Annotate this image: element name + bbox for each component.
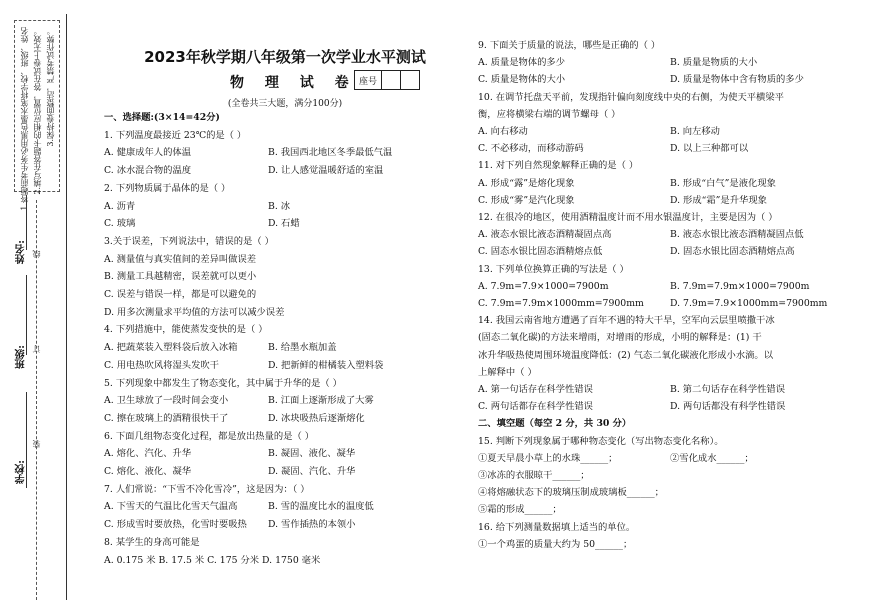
question-line: 6. 下面几组物态变化过程，都是放出热量的是（ ）	[104, 430, 315, 442]
seat-cell[interactable]	[382, 71, 401, 89]
question-line: C. 不必移动，而移动游码	[478, 143, 584, 155]
question-line: A. 0.175 米 B. 17.5 米 C. 175 分米 D. 1750 毫米	[104, 554, 321, 566]
option-line: ②雪化成水______；	[670, 452, 754, 464]
question-line: A. 向右移动	[478, 126, 528, 137]
question-line: C. 7.9m=7.9m×1000mm=7900mm	[478, 298, 644, 309]
option-line: D. 质量是物体中含有物质的多少	[670, 74, 804, 86]
option-line: D. 7.9m=7.9×1000mm=7900mm	[670, 298, 828, 309]
question-line: 10. 在调节托盘天平前，发现指针偏向刻度线中央的右侧，为使天平横梁平	[478, 91, 784, 103]
seal-mark-ding: 订	[32, 345, 41, 353]
option-line: B. 江面上逐渐形成了大雾	[268, 395, 374, 407]
exam-note: (全卷共三大题，满分100分)	[227, 99, 343, 109]
question-line: ⑤霜的形成______；	[478, 504, 562, 516]
question-line: ④将熔融状态下的玻璃压制成玻璃板______；	[478, 487, 664, 499]
question-line: C. 用电热吹风将湿头发吹干	[104, 359, 219, 371]
seat-cell[interactable]	[401, 71, 419, 89]
question-line: A. 7.9m=7.9×1000=7900m	[478, 280, 609, 292]
option-line: B. 形成“白气”是液化现象	[670, 177, 776, 189]
question-line: C. 形成雪时要放热，化雪时要吸热	[104, 519, 247, 531]
question-line: B. 测量工具越精密，误差就可以更小	[104, 271, 257, 283]
seat-label: 座号	[355, 71, 382, 89]
question-line: ③冰冻的衣服晾干______；	[478, 470, 590, 481]
name-label: 姓名:	[16, 240, 27, 264]
school-label: 学校:	[16, 460, 27, 484]
question-line: C. 质量是物体的大小	[478, 74, 566, 86]
question-line: A. 形成“露”是熔化现象	[478, 177, 575, 189]
question-line: A. 熔化、汽化、升华	[104, 448, 191, 460]
option-line: D. 雪作插热的本领小	[268, 519, 356, 531]
question-line: A. 第一句话存在科学性错误	[478, 384, 593, 395]
option-line: B. 我国西北地区冬季最低气温	[268, 147, 393, 159]
question-line: 7. 人们常说：“下雪不冷化雪冷”，这是因为：（ ）	[104, 483, 310, 495]
question-line: D. 用多次测量求平均值的方法可以减少误差	[104, 306, 285, 318]
question-line: C. 固态水银比固态酒精熔点低	[478, 246, 603, 258]
option-line: D. 把新鲜的柑橘装入塑料袋	[268, 359, 384, 371]
question-line: 4. 下列措施中，能使蒸发变快的是（ ）	[104, 324, 268, 336]
question-line: 上解释中（ ）	[478, 366, 537, 378]
question-line: C. 冰水混合物的温度	[104, 165, 192, 177]
option-line: D. 石蜡	[268, 218, 300, 230]
class-label: 班级:	[16, 345, 27, 369]
question-line: C. 形成“雾”是汽化现象	[478, 194, 575, 206]
option-line: B. 凝固、液化、凝华	[268, 448, 356, 460]
option-line: B. 7.9m=7.9m×1000=7900m	[670, 280, 810, 292]
question-line: 11. 对下列自然现象解释正确的是（ ）	[478, 160, 639, 172]
question-line: 3.关于误差，下列说法中，错误的是（ ）	[104, 235, 274, 247]
notice-line-3: 3.保持卷面整洁，严禁考试作弊。	[46, 27, 55, 147]
question-line: C. 熔化、液化、凝华	[104, 466, 192, 477]
question-line: 12. 在很冷的地区，使用酒精温度计而不用水银温度计，主要是因为（ ）	[478, 212, 778, 223]
option-line: D. 让人感觉温暖舒适的室温	[268, 165, 384, 177]
question-line: A. 液态水银比液态酒精凝固点高	[478, 229, 612, 241]
option-line: B. 雪的温度比水的温度低	[268, 501, 374, 513]
option-line: D. 两句话都没有科学性错误	[670, 401, 786, 413]
option-line: B. 第二句话存在科学性错误	[670, 384, 786, 395]
option-line: D. 凝固、汽化、升华	[268, 466, 356, 477]
question-line: ①夏天早晨小草上的水珠______；	[478, 452, 618, 464]
question-line: 13. 下列单位换算正确的写法是（ ）	[478, 263, 629, 275]
question-line: 5. 下列现象中都发生了物态变化，其中属于升华的是（ ）	[104, 377, 342, 389]
option-line: D. 冰块吸热后逐渐熔化	[268, 412, 365, 424]
question-line: C. 玻璃	[104, 218, 136, 230]
option-line: B. 液态水银比液态酒精凝固点低	[670, 229, 804, 241]
question-line: 15. 判断下列现象属于哪种物态变化（写出物态变化名称）。	[478, 435, 724, 447]
binding-border-line	[66, 14, 67, 600]
name-fill-line	[26, 195, 27, 250]
question-line: A. 把蔬菜装入塑料袋后放入冰箱	[104, 342, 238, 354]
question-line: 16. 给下列测量数据填上适当的单位。	[478, 521, 636, 533]
exam-notice-box	[14, 20, 60, 211]
section-heading: 一、选择题:(3×14=42分)	[104, 112, 220, 123]
seal-dashed-line	[36, 200, 37, 600]
option-line: B. 向左移动	[670, 126, 720, 137]
exam-subtitle: 物 理 试 卷	[230, 75, 357, 91]
question-line: C. 擦在玻璃上的酒精很快干了	[104, 412, 229, 424]
option-line: B. 质量是物质的大小	[670, 57, 758, 69]
question-line: 8. 某学生的身高可能是	[104, 536, 200, 548]
option-line: D. 以上三种都可以	[670, 143, 749, 155]
question-line: 2. 下列物质属于晶体的是（ ）	[104, 182, 231, 194]
question-line: A. 质量是物体的多少	[478, 57, 565, 69]
exam-title: 2023年秋学期八年级第一次学业水平测试	[144, 48, 426, 66]
question-line: A. 卫生球放了一段时间会变小	[104, 395, 229, 407]
question-line: (固态二氧化碳)的方法来增雨，对增雨的形成，小明的解释是：(1) 干	[478, 332, 762, 344]
seat-number-box	[354, 70, 420, 90]
notice-line-2: 2.填写在答题卡的相应位置，答在试卷上无效。	[33, 27, 42, 195]
option-line: D. 固态水银比固态酒精熔点高	[670, 246, 795, 258]
seal-mark-zhuang: 装	[32, 440, 41, 448]
section-heading: 二、填空题（每空 2 分，共 30 分）	[478, 418, 632, 430]
question-line: 衡，应将横梁右端的调节螺母（ ）	[478, 108, 621, 120]
class-fill-line	[26, 275, 27, 355]
question-line: A. 沥青	[104, 200, 136, 212]
school-fill-line	[26, 392, 27, 488]
option-line: B. 冰	[268, 200, 291, 212]
question-line: 14. 我国云南省地方遭遇了百年不遇的特大干旱，空军向云层里喷撒干冰	[478, 315, 775, 327]
question-line: 冰升华吸热使周围环境温度降低：(2) 气态二氧化碳液化形成小水滴。以	[478, 349, 774, 361]
question-line: ①一个鸡蛋的质量大约为 50______；	[478, 538, 633, 550]
question-line: 9. 下面关于质量的说法，哪些是正确的（ ）	[478, 40, 661, 51]
question-line: A. 健康成年人的体温	[104, 147, 191, 159]
question-line: A. 测量值与真实值间的差异叫做误差	[104, 253, 257, 265]
notice-line-1: 1.答题前考生务必用黑色墨水笔将学校、班级、姓名	[20, 27, 29, 211]
option-line: D. 形成“霜”是升华现象	[670, 194, 767, 206]
question-line: C. 误差与错误一样，都是可以避免的	[104, 289, 257, 300]
question-line: C. 两句话都存在科学性错误	[478, 401, 593, 413]
option-line: B. 给墨水瓶加盖	[268, 342, 337, 354]
seal-mark-xian: 线	[32, 250, 41, 258]
question-line: 1. 下列温度最接近 23℃的是（ ）	[104, 129, 247, 141]
question-line: A. 下雪天的气温比化雪天气温高	[104, 501, 238, 513]
